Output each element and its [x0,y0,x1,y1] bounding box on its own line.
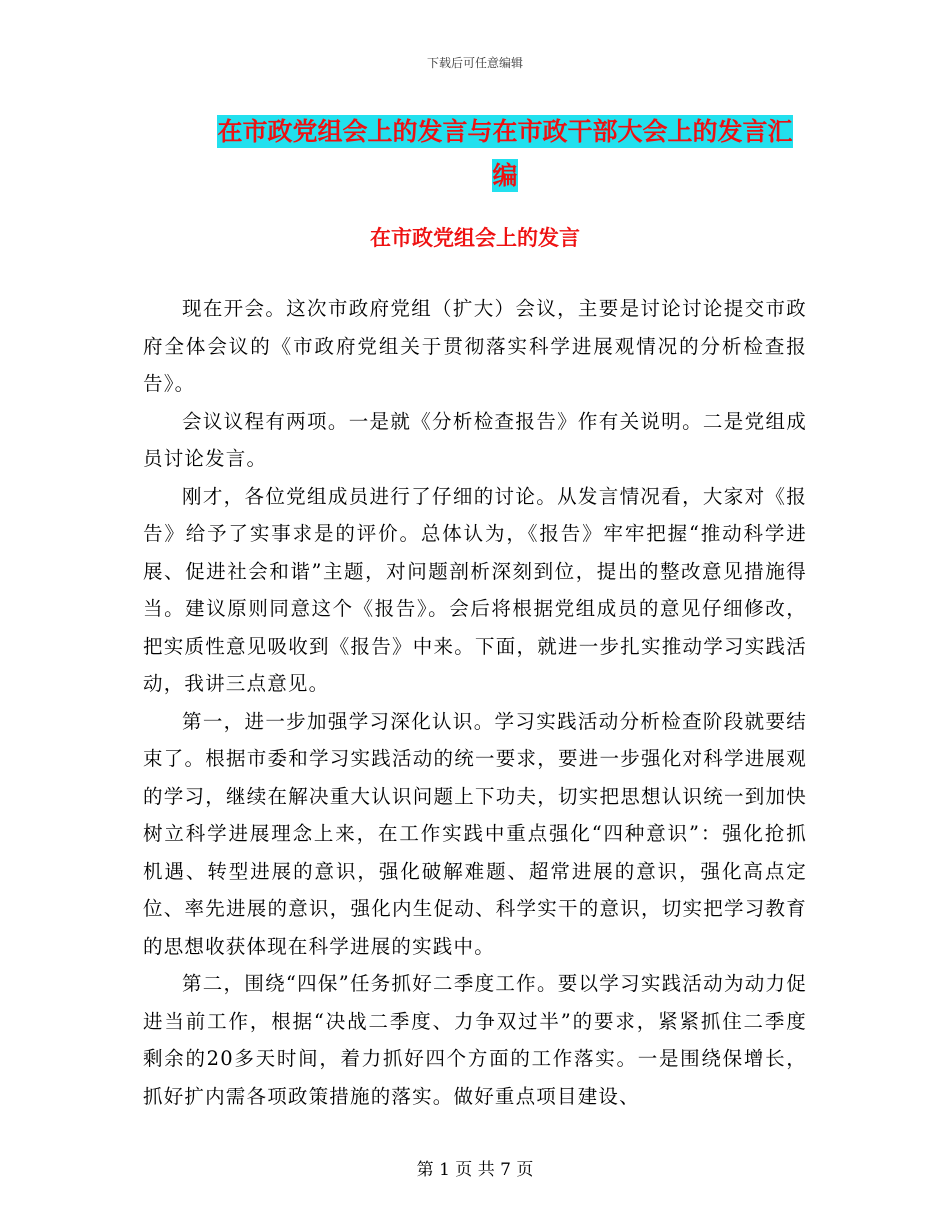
document-title [195,110,815,198]
document-title-line2: 编 [492,161,518,190]
page-footer: 第 1 页 共 7 页 [416,1160,534,1180]
paragraph: 第二，围绕“四保”任务抓好二季度工作。要以学习实践活动为动力促进当前工作，根据“决战二季度、力争双过半”的要求，紧紧抓住二季度剩余的20多天时间，着力抓好四个方面的工作落实。一是围绕保增长，抓好扩内需各项政策措施的落实。做好重点项目建设、 [143,972,807,1108]
header-note: 下载后可任意编辑 [426,56,523,70]
document-title-line1: 在市政党组会上的发言与在市政干部大会上的发言汇 [217,117,793,146]
paragraph: 现在开会。这次市政府党组（扩大）会议，主要是讨论讨论提交市政府全体会议的《市政府党组关于贯彻落实科学进展观情况的分析检查报告》。 [143,297,807,395]
paragraph: 会议议程有两项。一是就《分析检查报告》作有关说明。二是党组成员讨论发言。 [143,409,807,470]
section-title: 在市政党组会上的发言 [370,226,580,250]
paragraph: 刚才，各位党组成员进行了仔细的讨论。从发言情况看，大家对《报告》给予了实事求是的评价。总体认为，《报告》牢牢把握“推动科学进展、促进社会和谐”主题，对问题剖析深刻到位，提出的整改意见措施得当。建议原则同意这个《报告》。会后将根据党组成员的意见仔细修改，把实质性意见吸收到《报告》中来。下面，就进一步扎实推动学习实践活动，我讲三点意见。 [143,484,807,695]
body-text [143,290,807,1115]
paragraph: 第一，进一步加强学习深化认识。学习实践活动分析检查阶段就要结束了。根据市委和学习实践活动的统一要求，要进一步强化对科学进展观的学习，继续在解决重大认识问题上下功夫，切实把思想认识统一到加快树立科学进展理念上来，在工作实践中重点强化“四种意识”：强化抢抓机遇、转型进展的意识，强化破解难题、超常进展的意识，强化高点定位、率先进展的意识，强化内生促动、科学实干的意识，切实把学习教育的思想收获体现在科学进展的实践中。 [143,709,807,958]
